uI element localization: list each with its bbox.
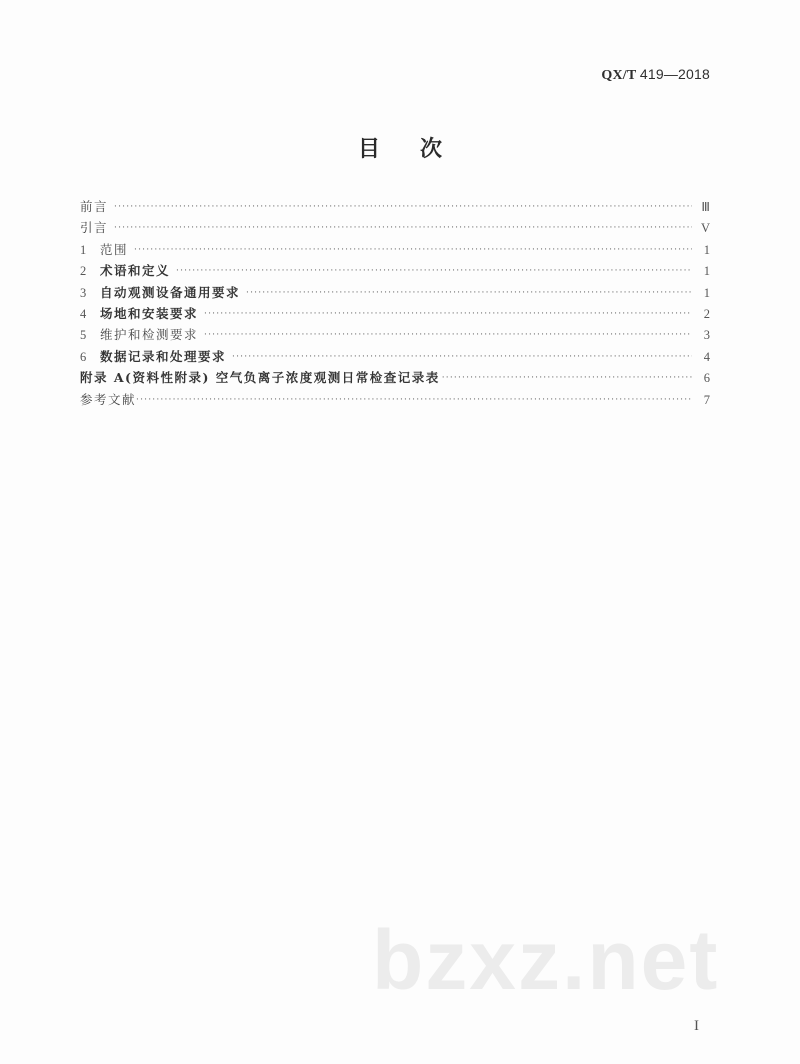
table-of-contents [80, 196, 710, 410]
toc-label: 自动观测设备通用要求 [100, 284, 241, 300]
toc-page-number: 6 [703, 371, 710, 386]
toc-section-number: 1 [80, 242, 87, 257]
standard-number: 419—2018 [639, 66, 710, 82]
toc-entry-introduction[interactable] [80, 217, 710, 238]
toc-entry-site-installation[interactable] [80, 303, 710, 324]
toc-page-number: 1 [703, 242, 710, 257]
dot-leader [246, 283, 692, 304]
dot-leader [136, 390, 692, 411]
dot-leader [176, 261, 692, 282]
toc-section-number: 6 [80, 349, 87, 364]
page-title: 目次 [357, 137, 482, 162]
toc-label: 术语和定义 [100, 263, 171, 279]
toc-page-number: Ⅲ [701, 200, 710, 214]
toc-entry-terms[interactable] [80, 260, 710, 281]
toc-label: 附录 A(资料性附录) 空气负离子浓度观测日常检查记录表 [80, 370, 440, 386]
dot-leader [442, 368, 692, 389]
toc-entry-appendix-a[interactable] [80, 367, 710, 388]
dot-leader [114, 218, 692, 239]
toc-page-number: 3 [703, 328, 710, 343]
toc-section-number: 3 [80, 285, 87, 300]
dot-leader [134, 240, 692, 261]
toc-page-number: 2 [703, 306, 710, 321]
toc-label: 范围 [100, 241, 129, 257]
dot-leader [232, 347, 692, 368]
toc-page-number: 7 [703, 392, 710, 407]
toc-label: 前言 [80, 199, 109, 214]
toc-page-number: 4 [703, 349, 710, 364]
page-number: I [694, 1018, 699, 1034]
toc-entry-foreword[interactable] [80, 196, 710, 217]
watermark: bzxz.net [372, 913, 720, 1007]
toc-section-number: 2 [80, 264, 87, 279]
toc-label: 参考文献 [80, 391, 137, 407]
toc-page-number: V [700, 221, 710, 236]
toc-entry-references[interactable] [80, 389, 710, 410]
toc-entry-data-recording[interactable] [80, 346, 710, 367]
toc-section-number: 4 [80, 306, 87, 321]
dot-leader [204, 325, 692, 346]
toc-page-number: 1 [703, 285, 710, 300]
toc-entry-maintenance[interactable] [80, 324, 710, 345]
toc-label: 引言 [80, 220, 109, 236]
toc-entry-scope[interactable] [80, 239, 710, 260]
toc-page-number: 1 [703, 264, 710, 279]
toc-section-number: 5 [80, 328, 87, 343]
dot-leader [204, 304, 692, 325]
toc-label: 数据记录和处理要求 [100, 348, 227, 364]
toc-label: 场地和安装要求 [100, 305, 199, 321]
toc-entry-general-requirements[interactable] [80, 282, 710, 303]
standard-prefix: QX/T [601, 68, 637, 83]
toc-label: 维护和检测要求 [100, 327, 199, 343]
standard-code [601, 66, 710, 84]
dot-leader [114, 197, 692, 218]
